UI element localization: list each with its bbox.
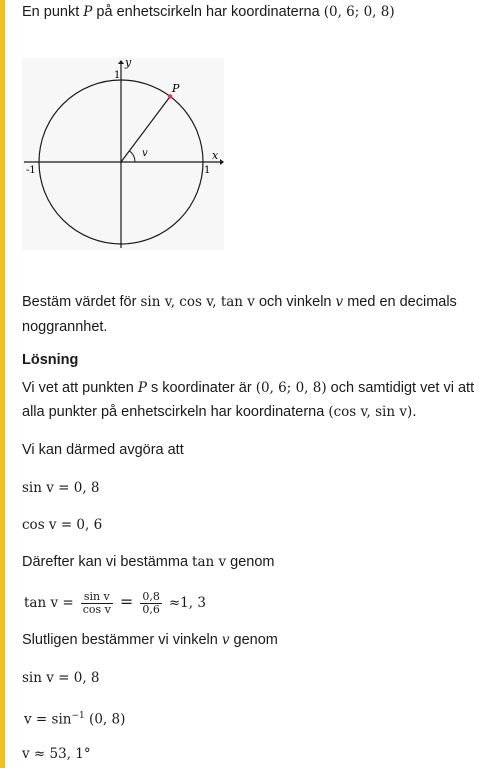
p5-text-a: Slutligen bestämmer vi vinkeln (22, 632, 218, 648)
p5-v: v (221, 632, 230, 648)
question-line-1 (22, 292, 457, 312)
p4-text-b: genom (230, 554, 275, 570)
solution-para-3 (22, 552, 275, 572)
solution-para-2: Vi kan därmed avgöra att (22, 442, 184, 458)
p1-text-a: Vi vet att punkten (22, 380, 134, 396)
tan-fraction-1-den: cos v (82, 602, 111, 616)
tan-result: ≈1, 3 (168, 595, 206, 611)
y-tick-one: 1 (114, 70, 121, 81)
tan-fraction-1 (81, 591, 113, 616)
question-text-b: och vinkeln (258, 294, 332, 310)
tan-fraction-1-num: sin v (81, 591, 113, 604)
p1-coords: (0, 6; 0, 8) (255, 380, 327, 396)
tan-fraction-2 (140, 591, 162, 616)
question-v: v (335, 294, 344, 310)
p2-text-a: alla punkter på enhetscirkeln har koordinaterna (22, 404, 325, 420)
unit-circle-figure (22, 58, 224, 250)
left-accent-bar (0, 0, 5, 768)
x-tick-neg-one: -1 (26, 165, 36, 176)
solution-para-4 (22, 630, 278, 650)
tan-lhs: tan v = (24, 595, 74, 611)
arcsin-arg: (0, 8) (89, 711, 126, 728)
equation-cos: cos v = 0, 6 (22, 517, 103, 533)
solution-para-1-cont (22, 402, 417, 422)
intro-text-2: på enhetscirkeln har koordinaterna (96, 4, 320, 20)
equation-sin-2: sin v = 0, 8 (22, 670, 100, 686)
equation-arcsin (24, 706, 125, 730)
p1-point-var: P (137, 380, 147, 396)
equation-sin: sin v = 0, 8 (22, 480, 100, 496)
arcsin-lhs: v = sin (24, 711, 72, 728)
angle-arc (129, 151, 135, 162)
tan-fraction-2-num: 0,8 (142, 589, 160, 603)
point-p-label: P (172, 82, 180, 95)
p1-text-c: och samtidigt vet vi att (330, 380, 475, 396)
x-axis-label: x (212, 149, 219, 162)
p2-coords: (cos v, sin v). (328, 404, 417, 420)
question-line-2: noggrannhet. (22, 319, 108, 335)
arcsin-exponent: −1 (71, 711, 85, 721)
tan-equals: = (119, 592, 134, 611)
intro-line (22, 2, 395, 22)
equation-tan (24, 588, 206, 617)
question-text-c: med en decimals (347, 294, 457, 310)
tan-fraction-2-den: 0,6 (142, 602, 160, 616)
x-axis-arrow (220, 159, 224, 165)
unit-circle-svg (22, 58, 224, 250)
equation-result: v ≈ 53, 1° (22, 746, 91, 762)
intro-text: En punkt (22, 4, 80, 20)
solution-heading: Lösning (22, 352, 79, 368)
solution-para-1 (22, 378, 474, 398)
intro-coords: (0, 6; 0, 8) (323, 4, 395, 20)
x-tick-one: 1 (204, 165, 211, 176)
question-text-a: Bestäm värdet för (22, 294, 137, 310)
question-math: sin v, cos v, tan v (140, 294, 255, 310)
p4-tan: tan v (192, 554, 227, 570)
y-axis-arrow (118, 60, 124, 64)
angle-v-label: v (142, 148, 148, 159)
p5-text-b: genom (233, 632, 278, 648)
p4-text-a: Därefter kan vi bestämma (22, 554, 189, 570)
y-axis-label: y (125, 58, 132, 69)
intro-point-var: P (83, 4, 93, 20)
p1-text-b: s koordinater är (150, 380, 252, 396)
